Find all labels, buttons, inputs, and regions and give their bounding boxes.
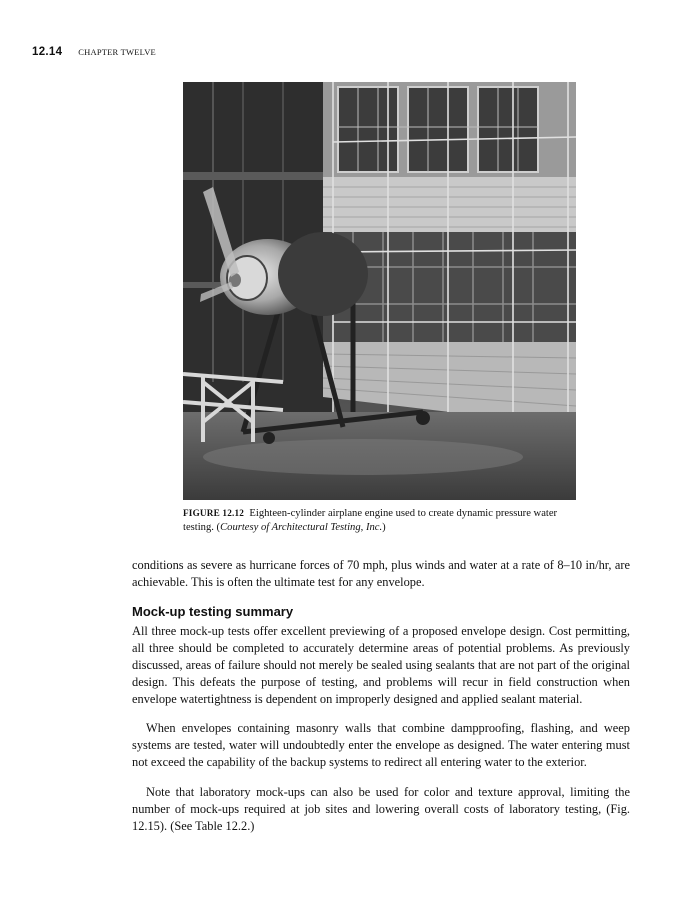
continued-paragraph: conditions as severe as hurricane forces of 70 mph, plus winds and water at a rate of 8–10 in/hr, are achievable. This is often the ultimate test for any envelope. — [132, 558, 630, 590]
paragraph-2: When envelopes containing masonry walls that combine dampproofing, flashing, and weep systems are tested, water will undoubtedly enter the envelope as designed. The water entering must not exceed the capability of the backup systems to redirect all entering water to the exterior. — [132, 721, 630, 770]
caption-end: ) — [382, 521, 386, 533]
section-heading: Mock-up testing summary — [132, 604, 294, 619]
figure-label: FIGURE 12.12 — [183, 508, 245, 518]
running-head — [32, 46, 156, 62]
caption-credit: Courtesy of Architectural Testing, Inc. — [220, 521, 383, 533]
page-number: 12.14 — [32, 46, 63, 58]
paragraph-3: Note that laboratory mock-ups can also be used for color and texture approval, limiting the number of mock-ups required at job sites and lowering overall costs of laboratory testing, (Fig. 12.15). (See Table 12.2.) — [132, 785, 630, 834]
figure-photo — [183, 82, 576, 500]
figure-caption — [183, 507, 583, 534]
paragraph-1: All three mock-up tests offer excellent previewing of a proposed envelope design. Cost permitting, all three should be completed to accurately determine areas of potential problems. As previously discussed, areas of failure should not merely be sealed using sealants that are not part of the original design. This defeats the purpose of testing, and problems will recur in field construction when envelope watertightness is dependent on improperly designed and applied sealant material. — [132, 624, 630, 707]
caption-text: Eighteen-cylinder airplane engine used to create dynamic pressure water testing. ( — [183, 508, 558, 533]
chapter-title: CHAPTER TWELVE — [78, 47, 156, 57]
